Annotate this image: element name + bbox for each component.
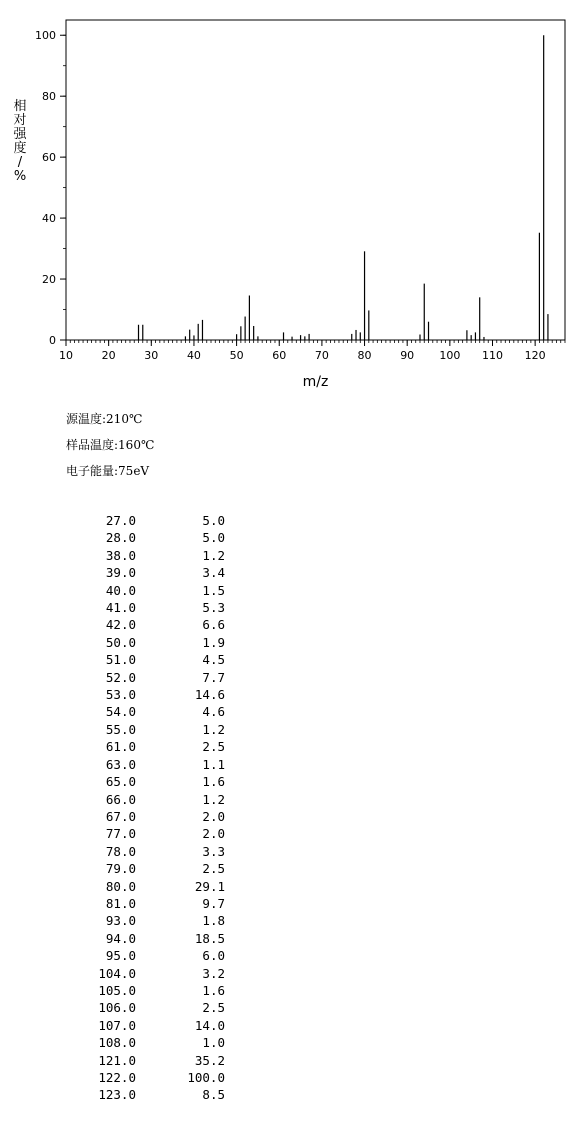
mz-cell: 40.0 <box>105 582 136 598</box>
abundance-cell: 2.0 <box>202 826 225 842</box>
y-tick-label: 80 <box>42 90 56 104</box>
mass-spectrum-chart <box>0 0 570 400</box>
mz-cell: 52.0 <box>105 669 136 685</box>
mz-cell: 93.0 <box>105 913 136 929</box>
table-row <box>60 547 225 564</box>
abundance-cell: 18.5 <box>194 930 225 946</box>
mz-cell: 95.0 <box>105 948 136 964</box>
abundance-cell: 29.1 <box>194 878 225 894</box>
y-tick-label: 40 <box>42 212 56 226</box>
abundance-cell: 14.6 <box>194 687 225 703</box>
x-tick-label: 60 <box>272 349 287 362</box>
abundance-cell: 7.7 <box>202 669 225 685</box>
mz-cell: 63.0 <box>105 756 136 772</box>
mz-cell: 53.0 <box>105 687 136 703</box>
mz-cell: 27.0 <box>105 513 136 528</box>
abundance-cell: 1.6 <box>202 982 225 998</box>
abundance-cell: 1.1 <box>202 756 225 772</box>
table-row <box>60 564 225 581</box>
mz-cell: 80.0 <box>105 878 136 894</box>
table-row <box>60 912 225 929</box>
x-tick-label: 100 <box>439 349 461 362</box>
x-tick-label: 10 <box>59 349 73 362</box>
table-row <box>60 999 225 1016</box>
table-row <box>60 686 225 703</box>
mz-cell: 77.0 <box>105 826 136 842</box>
abundance-cell: 100.0 <box>187 1070 225 1085</box>
abundance-cell: 2.0 <box>202 808 225 824</box>
x-tick-label: 120 <box>524 349 546 362</box>
abundance-cell: 1.5 <box>202 582 225 598</box>
abundance-cell: 3.3 <box>202 843 225 859</box>
table-row <box>60 1052 225 1069</box>
abundance-cell: 3.4 <box>202 565 225 581</box>
mz-cell: 42.0 <box>105 617 136 633</box>
table-row <box>60 860 225 877</box>
table-row <box>60 947 225 964</box>
mz-cell: 41.0 <box>105 600 136 616</box>
y-axis-label: 相对强度/ % <box>13 99 27 184</box>
x-axis-label: m/z <box>302 374 329 390</box>
table-row <box>60 982 225 999</box>
x-tick-label: 80 <box>357 349 372 362</box>
table-row <box>60 651 225 668</box>
y-tick-label: 100 <box>35 29 56 43</box>
y-tick-label: 20 <box>42 273 56 287</box>
mz-cell: 65.0 <box>105 774 136 790</box>
y-tick-label: 0 <box>49 334 56 347</box>
table-row <box>60 878 225 895</box>
mz-cell: 38.0 <box>105 547 136 563</box>
mz-cell: 122.0 <box>98 1070 136 1085</box>
abundance-cell: 14.0 <box>194 1017 225 1033</box>
mz-cell: 66.0 <box>105 791 136 807</box>
x-tick-label: 40 <box>186 349 201 362</box>
x-tick-label: 70 <box>314 349 329 362</box>
mz-cell: 108.0 <box>98 1035 136 1051</box>
x-tick-label: 110 <box>481 349 503 362</box>
table-row <box>60 1017 225 1034</box>
abundance-cell: 1.2 <box>202 791 225 807</box>
mz-cell: 39.0 <box>105 565 136 581</box>
table-row <box>60 529 225 546</box>
abundance-cell: 35.2 <box>194 1052 225 1068</box>
abundance-cell: 5.0 <box>202 530 225 546</box>
table-row <box>60 808 225 825</box>
table-row <box>60 634 225 651</box>
mz-cell: 107.0 <box>98 1017 136 1033</box>
source-temperature: 源温度:210℃ <box>66 412 143 426</box>
mz-cell: 123.0 <box>98 1087 136 1103</box>
mz-cell: 55.0 <box>105 721 136 737</box>
mz-cell: 106.0 <box>98 1000 136 1016</box>
mz-cell: 28.0 <box>105 530 136 546</box>
peak-list-table <box>60 512 225 1104</box>
abundance-cell: 1.9 <box>202 634 225 650</box>
table-row <box>60 721 225 738</box>
abundance-cell: 1.2 <box>202 547 225 563</box>
table-row <box>60 1069 225 1086</box>
table-row <box>60 1034 225 1051</box>
x-tick-label: 50 <box>229 349 244 362</box>
abundance-cell: 8.5 <box>202 1087 225 1103</box>
y-tick-label: 60 <box>42 151 56 165</box>
abundance-cell: 2.5 <box>202 1000 225 1016</box>
table-row <box>60 843 225 860</box>
abundance-cell: 2.5 <box>202 739 225 755</box>
mz-cell: 61.0 <box>105 739 136 755</box>
table-row <box>60 773 225 790</box>
electron-energy: 电子能量:75eV <box>66 464 150 478</box>
table-row <box>60 791 225 808</box>
table-row <box>60 895 225 912</box>
mz-cell: 67.0 <box>105 808 136 824</box>
abundance-cell: 9.7 <box>202 895 225 911</box>
x-tick-label: 20 <box>101 349 116 362</box>
abundance-cell: 1.6 <box>202 774 225 790</box>
mz-cell: 50.0 <box>105 634 136 650</box>
abundance-cell: 5.3 <box>202 600 225 616</box>
mz-cell: 54.0 <box>105 704 136 720</box>
table-row <box>60 669 225 686</box>
table-row <box>60 703 225 720</box>
table-row <box>60 738 225 755</box>
abundance-cell: 6.0 <box>202 948 225 964</box>
table-row <box>60 825 225 842</box>
table-row <box>60 1086 225 1103</box>
mz-cell: 104.0 <box>98 965 136 981</box>
mz-cell: 79.0 <box>105 861 136 877</box>
mz-cell: 94.0 <box>105 930 136 946</box>
abundance-cell: 1.0 <box>202 1035 225 1051</box>
table-row <box>60 616 225 633</box>
table-row <box>60 756 225 773</box>
table-row <box>60 965 225 982</box>
abundance-cell: 2.5 <box>202 861 225 877</box>
x-tick-label: 30 <box>144 349 159 362</box>
abundance-cell: 5.0 <box>202 513 225 528</box>
table-row <box>60 599 225 616</box>
mz-cell: 81.0 <box>105 895 136 911</box>
abundance-cell: 4.6 <box>202 704 225 720</box>
plot-frame <box>66 20 565 340</box>
sample-temperature: 样品温度:160℃ <box>66 438 155 452</box>
abundance-cell: 4.5 <box>202 652 225 668</box>
mz-cell: 121.0 <box>98 1052 136 1068</box>
table-row <box>60 930 225 947</box>
mz-cell: 105.0 <box>98 982 136 998</box>
table-row <box>60 512 225 529</box>
abundance-cell: 1.2 <box>202 721 225 737</box>
abundance-cell: 1.8 <box>202 913 225 929</box>
x-tick-label: 90 <box>400 349 415 362</box>
mz-cell: 78.0 <box>105 843 136 859</box>
table-row <box>60 582 225 599</box>
abundance-cell: 6.6 <box>202 617 225 633</box>
mz-cell: 51.0 <box>105 652 136 668</box>
abundance-cell: 3.2 <box>202 965 225 981</box>
